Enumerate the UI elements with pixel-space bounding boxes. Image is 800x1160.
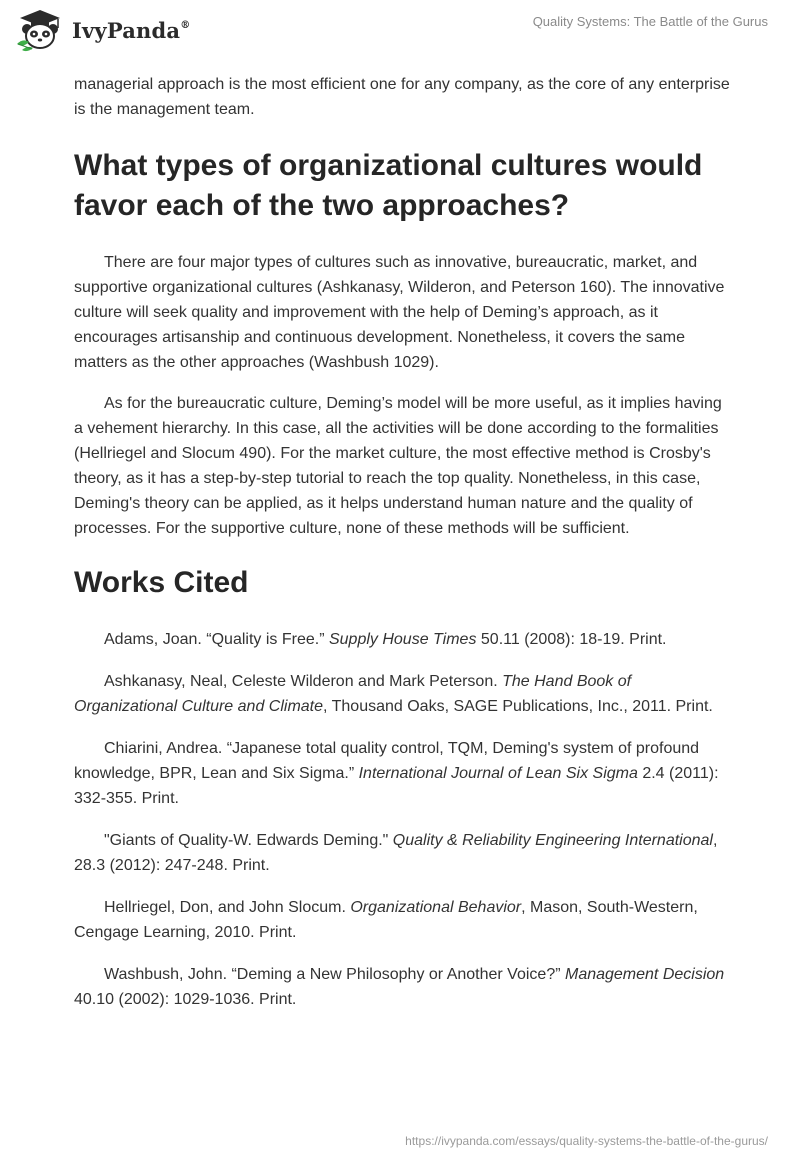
- citation-item: Chiarini, Andrea. “Japanese total quality control, TQM, Deming's system of profound knowledge, BPR, Lean and Six Sigma.” International Journal of Lean Six Sigma 2.4 (2011): 332-355. Print.: [74, 740, 719, 807]
- brand-logo[interactable]: [14, 8, 190, 52]
- works-cited-list: [74, 627, 734, 1012]
- lead-paragraph: managerial approach is the most efficient one for any company, as the core of any enterprise is the management team.: [74, 76, 730, 118]
- citation-item: "Giants of Quality-W. Edwards Deming." Quality & Reliability Engineering International, 28.3 (2012): 247-248. Print.: [74, 832, 718, 874]
- paragraph-bureaucratic-culture: As for the bureaucratic culture, Deming’s model will be more useful, as it implies having a vehement hierarchy. In this case, all the activities will be done according to the formalities (Hellriegel and Slocum 490). For the market culture, the most effective method is Crosby's theory, as it has a step-by-step tutorial to reach the top quality. Nonetheless, in this case, Deming's theory can be applied, as it helps understand human nature and the quality of processes. For the supportive culture, none of these methods will be sufficient.: [74, 395, 722, 537]
- paragraph-culture-types: There are four major types of cultures such as innovative, bureaucratic, market, and supportive organizational cultures (Ashkanasy, Wilderon, and Peterson 160). The innovative culture will seek quality and improvement with the help of Deming’s approach, as it encourages artisanship and continuous development. Nonetheless, it covers the same matters as the other approaches (Washbush 1029).: [74, 254, 725, 371]
- article-body: [74, 72, 734, 1029]
- section-heading-works-cited: Works Cited: [74, 566, 249, 599]
- citation-item: Ashkanasy, Neal, Celeste Wilderon and Mark Peterson. The Hand Book of Organizational Culture and Climate, Thousand Oaks, SAGE Publications, Inc., 2011. Print.: [74, 673, 713, 715]
- section-heading-culture-types: What types of organizational cultures would favor each of the two approaches?: [74, 149, 703, 222]
- document-title: Quality Systems: The Battle of the Gurus: [532, 14, 768, 29]
- brand-name: IvyPanda®: [72, 17, 191, 43]
- citation-item: Washbush, John. “Deming a New Philosophy or Another Voice?” Management Decision 40.10 (2002): 1029-1036. Print.: [74, 966, 725, 1008]
- page-header: [0, 0, 800, 70]
- source-url-link[interactable]: https://ivypanda.com/essays/quality-systems-the-battle-of-the-gurus/: [405, 1134, 768, 1148]
- panda-graduate-icon: [14, 8, 66, 52]
- citation-item: Adams, Joan. “Quality is Free.” Supply House Times 50.11 (2008): 18-19. Print.: [104, 631, 667, 648]
- citation-item: Hellriegel, Don, and John Slocum. Organizational Behavior, Mason, South-Western, Cengage Learning, 2010. Print.: [74, 899, 698, 941]
